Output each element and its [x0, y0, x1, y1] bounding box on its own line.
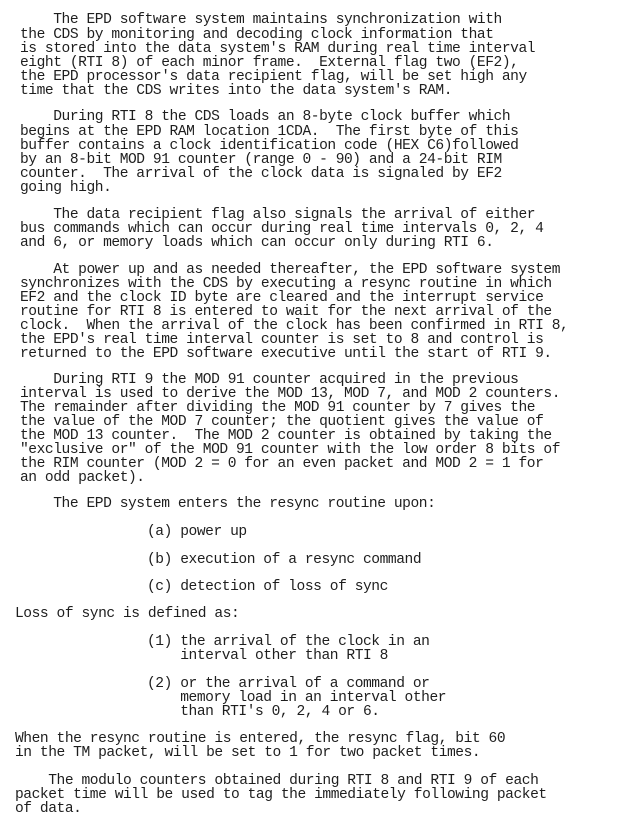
text-line: in the TM packet, will be set to 1 for two packet times.: [15, 745, 481, 761]
list-item: interval other than RTI 8: [147, 648, 388, 664]
text-line: The EPD system enters the resync routine upon:: [20, 496, 436, 512]
text-line: At power up and as needed thereafter, the EPD software system: [20, 262, 560, 278]
text-line: the EPD processor's data recipient flag, will be set high any: [20, 69, 527, 85]
text-line: the RIM counter (MOD 2 = 0 for an even packet and MOD 2 = 1 for: [20, 456, 544, 472]
text-line: an odd packet).: [20, 470, 145, 486]
text-line: The modulo counters obtained during RTI 8 and RTI 9 of each: [15, 773, 539, 789]
text-line: When the resync routine is entered, the resync flag, bit 60: [15, 731, 506, 747]
text-line: EF2 and the clock ID byte are cleared and the interrupt service: [20, 290, 544, 306]
text-line: the value of the MOD 7 counter; the quotient gives the value of: [20, 414, 544, 430]
list-item: (b) execution of a resync command: [147, 552, 422, 568]
text-line: clock. When the arrival of the clock has been confirmed in RTI 8,: [20, 318, 569, 334]
text-line: begins at the EPD RAM location 1CDA. The first byte of this: [20, 124, 519, 140]
text-line: the CDS by monitoring and decoding clock information that: [20, 27, 494, 43]
text-line: "exclusive or" of the MOD 91 counter with the low order 8 bits of: [20, 442, 560, 458]
text-line: interval is used to derive the MOD 13, MOD 7, and MOD 2 counters.: [20, 386, 560, 402]
text-line: is stored into the data system's RAM during real time interval: [20, 41, 536, 57]
text-line: The remainder after dividing the MOD 91 counter by 7 gives the: [20, 400, 536, 416]
text-line: the MOD 13 counter. The MOD 2 counter is obtained by taking the: [20, 428, 552, 444]
text-line: Loss of sync is defined as:: [15, 606, 240, 622]
text-line: routine for RTI 8 is entered to wait for the next arrival of the: [20, 304, 552, 320]
text-line: of data.: [15, 801, 82, 817]
text-line: The data recipient flag also signals the arrival of either: [20, 207, 536, 223]
list-item: (a) power up: [147, 524, 247, 540]
text-line: time that the CDS writes into the data system's RAM.: [20, 83, 452, 99]
list-item: than RTI's 0, 2, 4 or 6.: [147, 704, 380, 720]
text-line: The EPD software system maintains synchronization with: [20, 12, 502, 28]
text-line: returned to the EPD software executive until the start of RTI 9.: [20, 346, 552, 362]
list-item: (2) or the arrival of a command or: [147, 676, 430, 692]
text-line: bus commands which can occur during real time intervals 0, 2, 4: [20, 221, 544, 237]
text-line: synchronizes with the CDS by executing a resync routine in which: [20, 276, 552, 292]
text-line: buffer contains a clock identification code (HEX C6)followed: [20, 138, 519, 154]
text-line: the EPD's real time interval counter is set to 8 and control is: [20, 332, 544, 348]
text-line: by an 8-bit MOD 91 counter (range 0 - 90) and a 24-bit RIM: [20, 152, 502, 168]
text-line: packet time will be used to tag the immediately following packet: [15, 787, 547, 803]
text-line: During RTI 8 the CDS loads an 8-byte clock buffer which: [20, 109, 511, 125]
text-line: During RTI 9 the MOD 91 counter acquired in the previous: [20, 372, 519, 388]
list-item: memory load in an interval other: [147, 690, 447, 706]
text-line: counter. The arrival of the clock data is signaled by EF2: [20, 166, 502, 182]
text-line: eight (RTI 8) of each minor frame. External flag two (EF2),: [20, 55, 519, 71]
list-item: (1) the arrival of the clock in an: [147, 634, 430, 650]
text-line: and 6, or memory loads which can occur only during RTI 6.: [20, 235, 494, 251]
list-item: (c) detection of loss of sync: [147, 579, 388, 595]
text-line: going high.: [20, 180, 112, 196]
